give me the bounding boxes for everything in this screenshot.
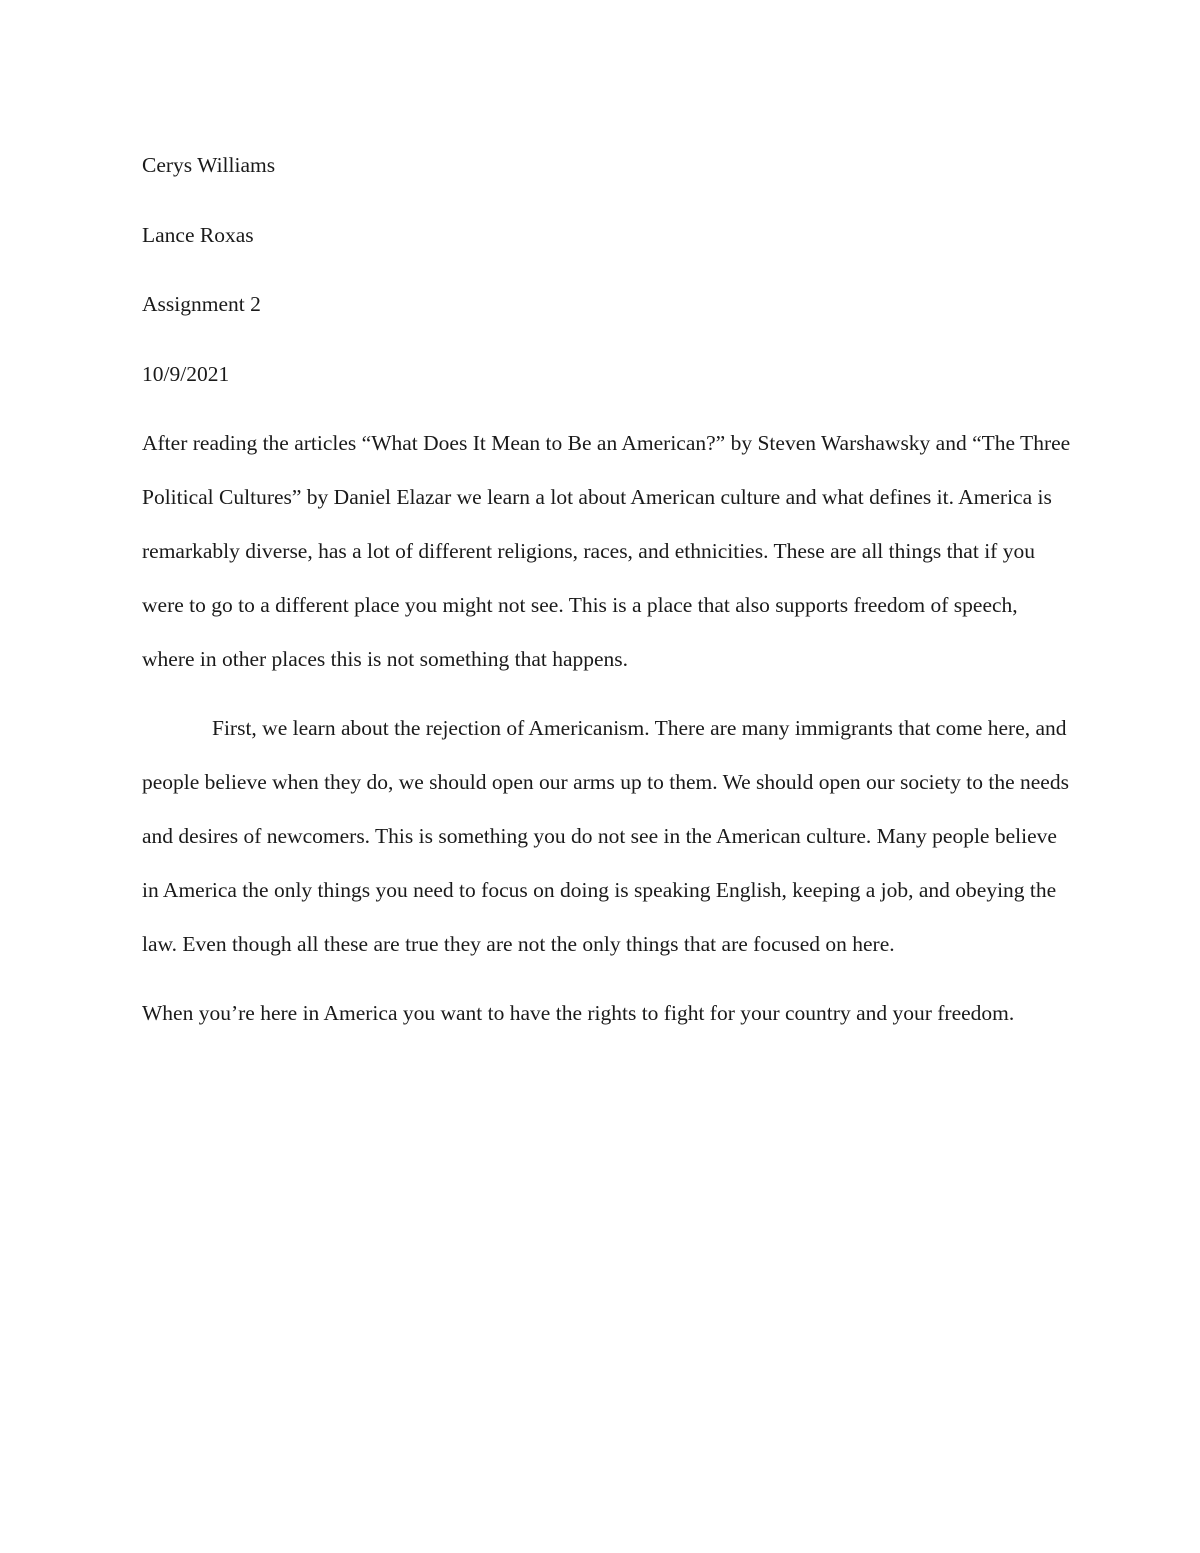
paragraph-closing: When you’re here in America you want to have the rights to fight for your country and your freedom. — [142, 1001, 1015, 1025]
instructor-name: Lance Roxas — [142, 222, 254, 247]
paragraph-intro: After reading the articles “What Does It Mean to Be an American?” by Steven Warshawsky and “The Three Political Cultures” by Daniel Elazar we learn a lot about American culture and what defines it. America is remarkably diverse, has a lot of different religions, races, and ethnicities. These are all things that if you were to go to a different place you might not see. This is a place that also supports freedom of speech, where in other places this is not something that happens. — [142, 431, 1071, 671]
student-name: Cerys Williams — [142, 153, 276, 177]
assignment-date: 10/9/2021 — [142, 361, 230, 386]
assignment-title: Assignment 2 — [142, 292, 261, 316]
document-content — [142, 138, 1072, 1055]
paragraph-body: First, we learn about the rejection of Americanism. There are many immigrants that come here, and people believe when they do, we should open our arms up to them. We should open our society to the needs and desires of newcomers. This is something you do not see in the American culture. Many people believe in America the only things you need to focus on doing is speaking English, keeping a job, and obeying the law. Even though all these are true they are not the only things that are focused on here. — [142, 716, 1069, 956]
